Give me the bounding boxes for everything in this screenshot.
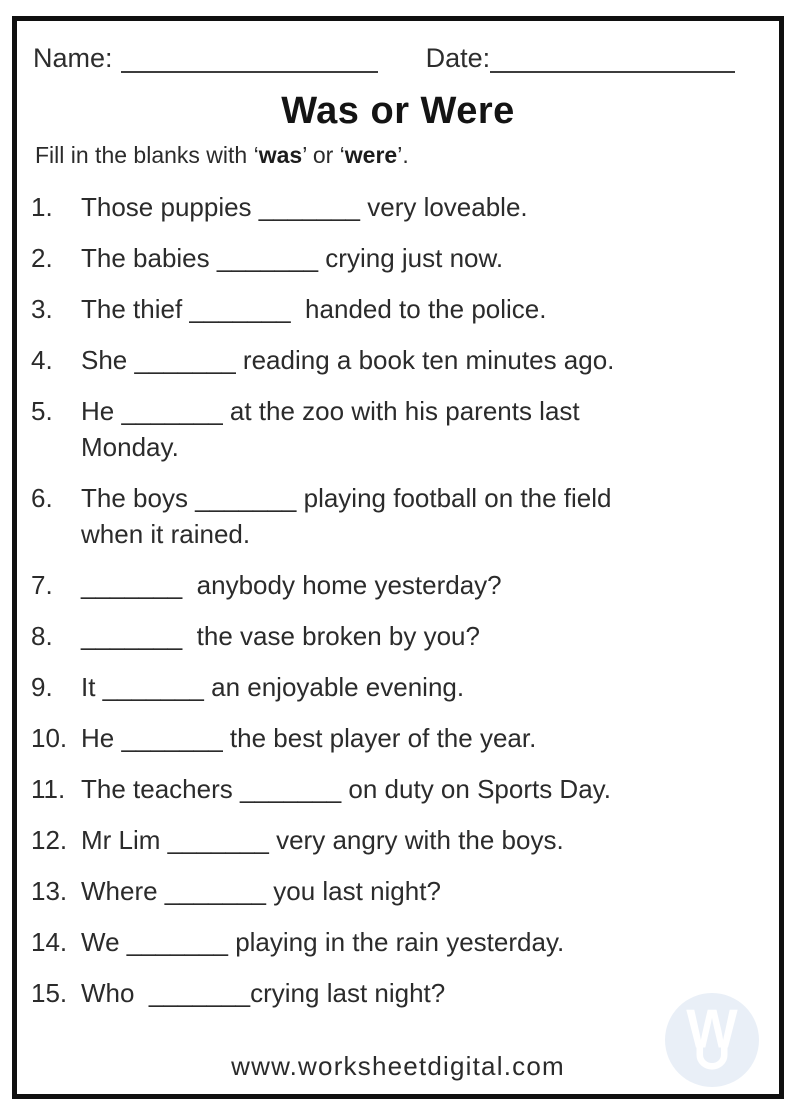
item-number: 8. [31, 621, 53, 651]
item-sentence: The babies _______ crying just now. [81, 243, 504, 273]
item-number: 12. [31, 825, 68, 855]
item-sentence: She _______ reading a book ten minutes ago. [81, 345, 615, 375]
exercise-item-14 [31, 924, 765, 960]
page-title: Was or Were [281, 90, 515, 132]
worksheet-border-frame [12, 16, 784, 1099]
exercise-item-4 [31, 342, 765, 378]
date-label: Date: [425, 43, 491, 73]
instruction-word-were: were [344, 142, 398, 168]
exercise-item-1 [31, 189, 765, 225]
instruction-text-1: Fill in the blanks with ‘ [35, 142, 259, 168]
item-number: 3. [31, 294, 53, 324]
exercise-item-2 [31, 240, 765, 276]
exercise-item-10 [31, 720, 765, 756]
exercise-item-6 [31, 480, 765, 552]
item-sentence: He _______ the best player of the year. [81, 723, 537, 753]
exercise-item-12 [31, 822, 765, 858]
exercise-item-15 [31, 975, 765, 1011]
watermark-w-letter: W [686, 998, 738, 1060]
item-sentence: Mr Lim _______ very angry with the boys. [81, 825, 564, 855]
instruction-text-3: ’. [397, 142, 409, 168]
item-number: 4. [31, 345, 53, 375]
item-number: 1. [31, 192, 53, 222]
item-sentence: Who _______crying last night? [81, 978, 446, 1008]
item-sentence: The thief _______ handed to the police. [81, 294, 547, 324]
name-date-row [33, 43, 761, 73]
item-number: 15. [31, 978, 68, 1008]
date-blank-line [490, 45, 735, 73]
item-sentence: _______ anybody home yesterday? [81, 570, 502, 600]
instruction-word-was: was [258, 142, 303, 168]
exercise-item-7 [31, 567, 765, 603]
exercise-item-3 [31, 291, 765, 327]
exercise-item-11 [31, 771, 765, 807]
item-sentence: Those puppies _______ very loveable. [81, 192, 528, 222]
item-number: 5. [31, 396, 53, 426]
item-number: 7. [31, 570, 53, 600]
exercise-list [31, 189, 765, 1011]
item-sentence: _______ the vase broken by you? [81, 621, 480, 651]
item-number: 9. [31, 672, 53, 702]
item-number: 2. [31, 243, 53, 273]
name-label: Name: [33, 43, 113, 73]
item-number: 14. [31, 927, 68, 957]
exercise-item-13 [31, 873, 765, 909]
footer-url: www.worksheetdigital.com [231, 1051, 565, 1081]
item-sentence: The teachers _______ on duty on Sports Day. [81, 774, 611, 804]
instruction [35, 141, 765, 169]
instruction-text-2: ’ or ‘ [302, 142, 345, 168]
exercise-item-5 [31, 393, 765, 465]
name-blank-line [121, 45, 378, 73]
item-number: 6. [31, 483, 53, 513]
exercise-item-8 [31, 618, 765, 654]
item-sentence: We _______ playing in the rain yesterday. [81, 927, 565, 957]
item-number: 11. [31, 774, 66, 804]
item-sentence: He _______ at the zoo with his parents last Monday. [81, 396, 587, 462]
item-number: 10. [31, 723, 68, 753]
item-number: 13. [31, 876, 68, 906]
exercise-item-9 [31, 669, 765, 705]
item-sentence: It _______ an enjoyable evening. [81, 672, 465, 702]
item-sentence: The boys _______ playing football on the field when it rained. [81, 483, 619, 549]
item-sentence: Where _______ you last night? [81, 876, 441, 906]
